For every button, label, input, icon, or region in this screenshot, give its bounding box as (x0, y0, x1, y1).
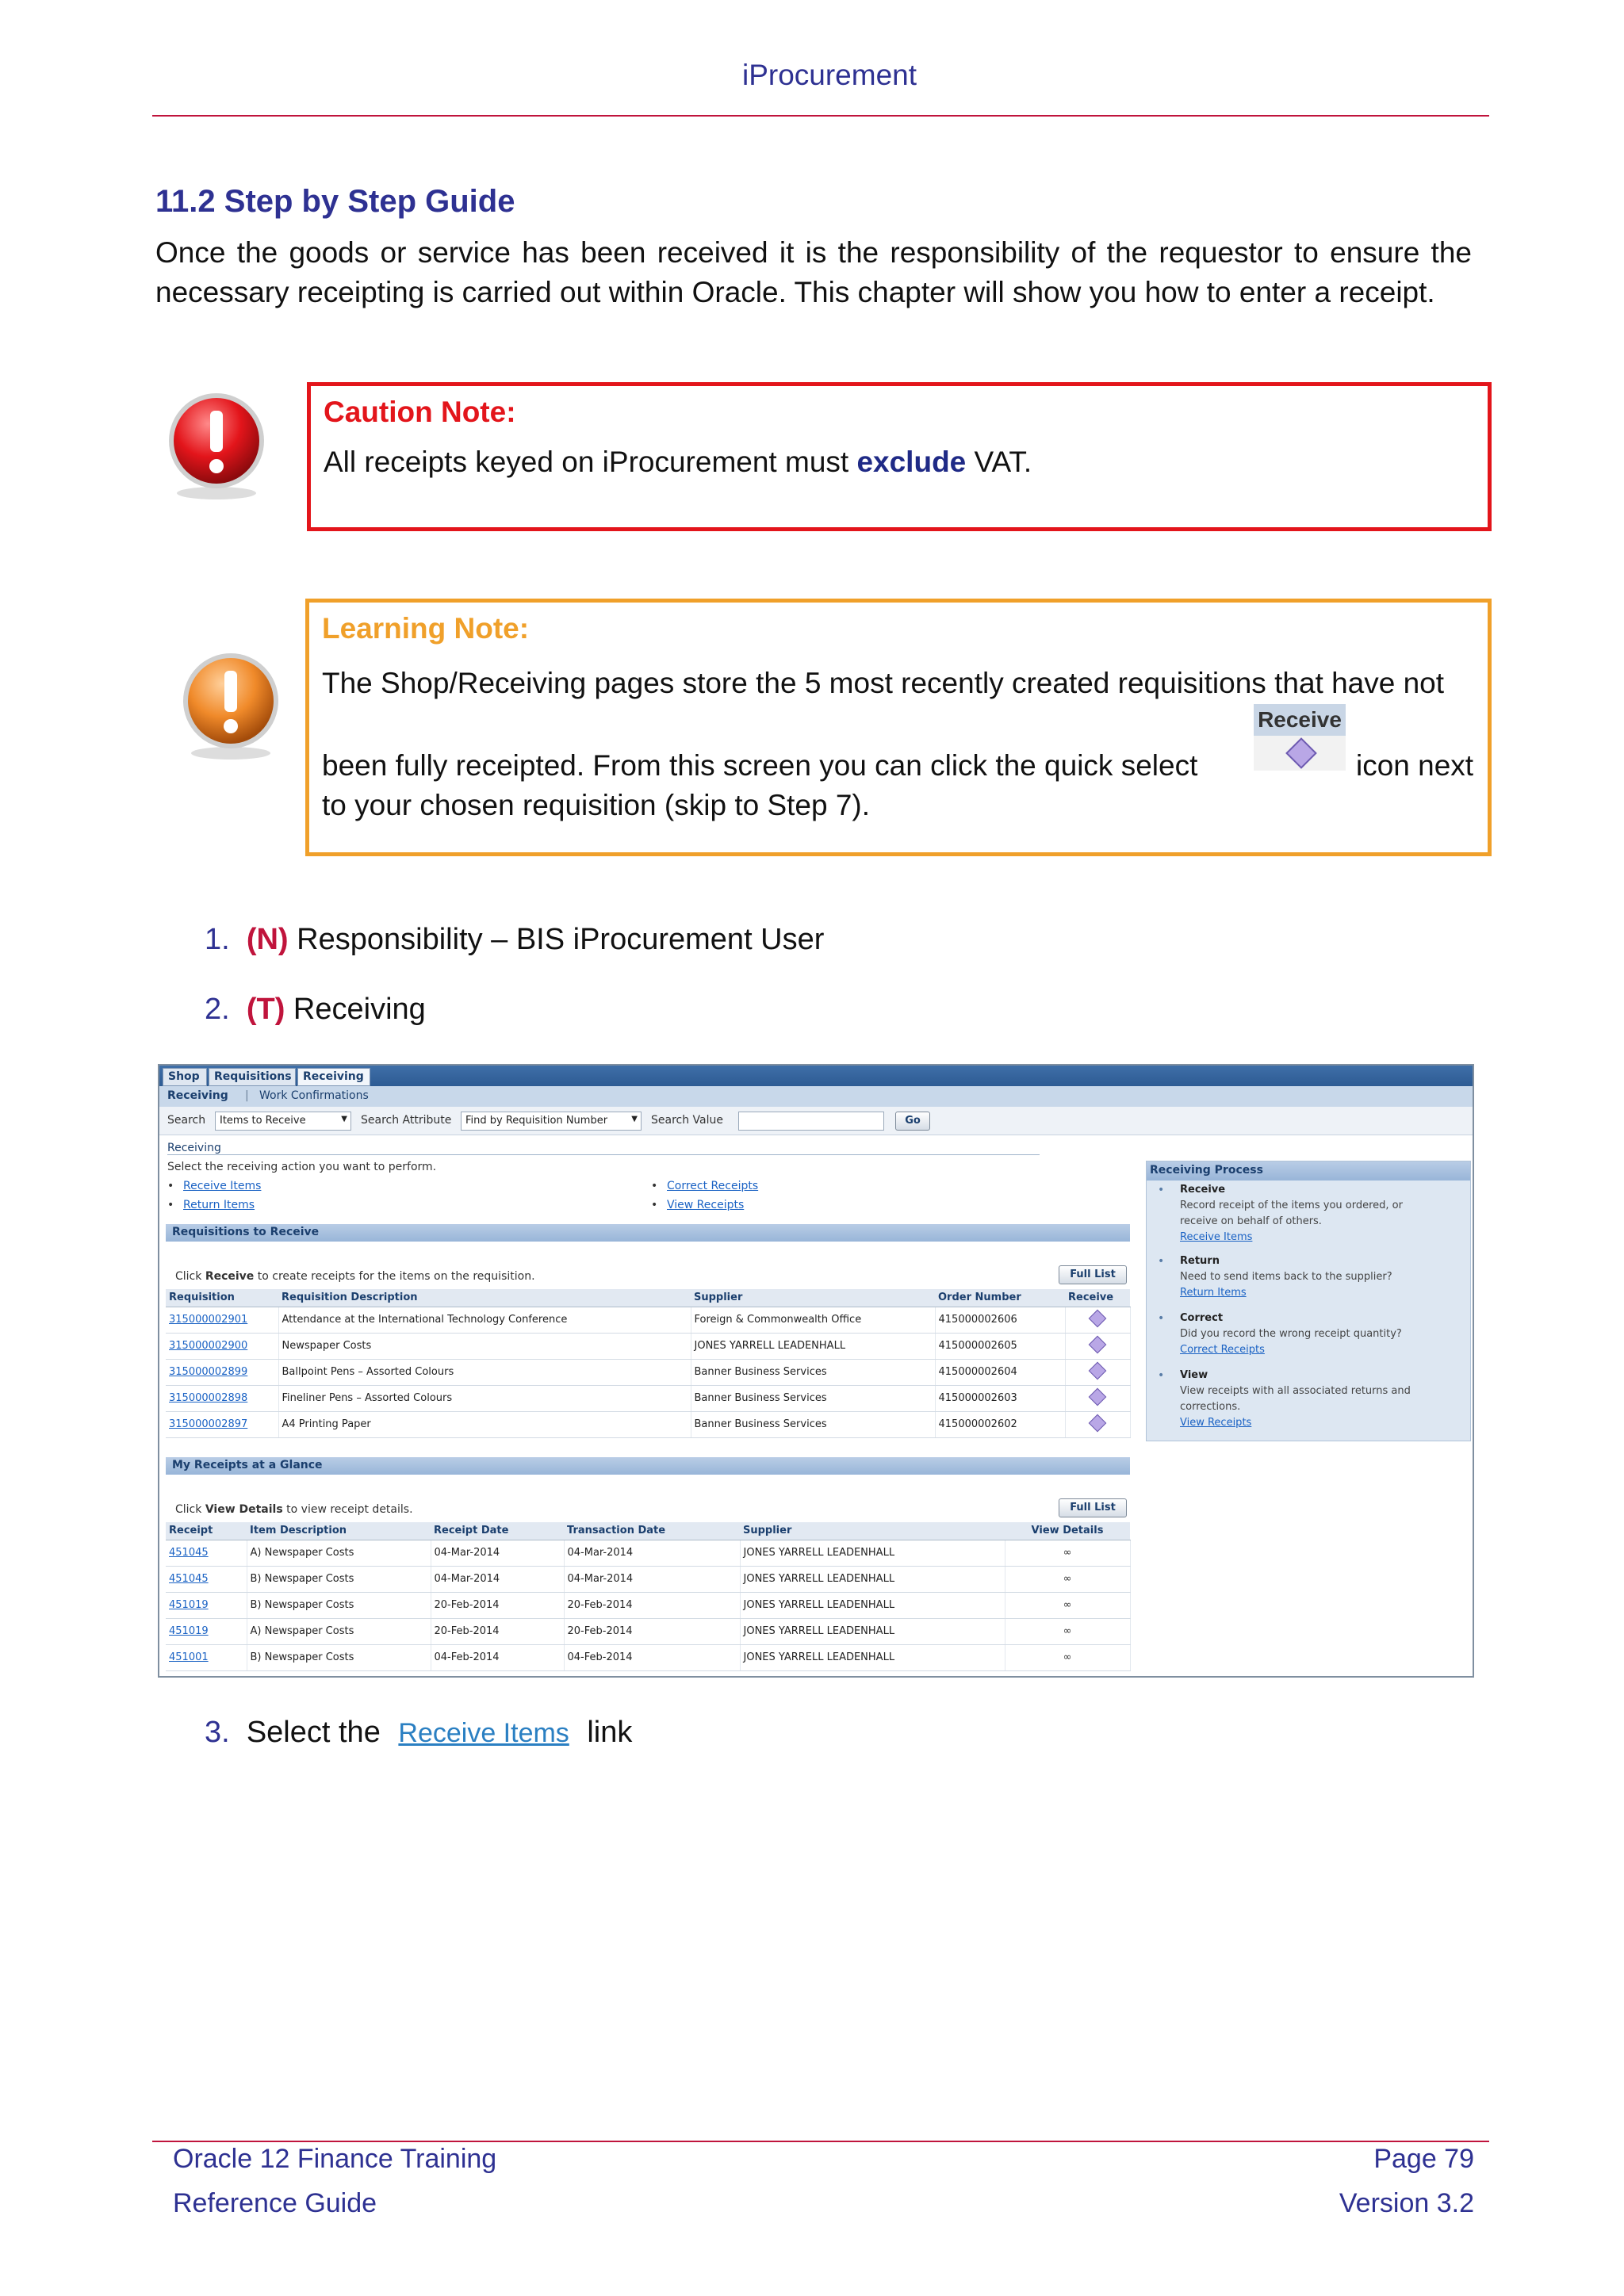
top-tab-bar (159, 1066, 1473, 1086)
requisition-link[interactable]: 315000002898 (169, 1392, 248, 1404)
footer-course-title: Oracle 12 Finance Training (173, 2144, 497, 2174)
transaction-date: 04-Feb-2014 (564, 1644, 740, 1670)
receive-icon[interactable] (1089, 1335, 1107, 1353)
requisitions-table (166, 1289, 1131, 1438)
item-description: B) Newspaper Costs (247, 1592, 431, 1618)
tab-receiving[interactable]: Receiving (297, 1068, 370, 1086)
footer-rule (152, 2141, 1489, 2142)
process-return-head: Return (1180, 1255, 1220, 1267)
receiving-process-panel (1146, 1161, 1471, 1441)
supplier: JONES YARRELL LEADENHALL (691, 1333, 935, 1359)
step-1: 1. (N) Responsibility – BIS iProcurement User (205, 923, 825, 956)
table-row (166, 1359, 1130, 1385)
dropdown-arrow-icon: ▼ (631, 1115, 638, 1123)
col-supplier: Supplier (740, 1522, 1005, 1540)
transaction-date: 04-Mar-2014 (564, 1566, 740, 1592)
receipts-table (166, 1522, 1131, 1671)
bullet-icon: • (1158, 1255, 1165, 1268)
process-receive-items-link[interactable]: Receive Items (1180, 1231, 1253, 1243)
footer-doc-type: Reference Guide (173, 2188, 377, 2218)
section-heading: 11.2 Step by Step Guide (155, 184, 515, 219)
footer-version: Version 3.2 (1339, 2188, 1474, 2218)
process-view-receipts-link[interactable]: View Receipts (1180, 1417, 1252, 1429)
learning-note-line2: been fully receipted. From this screen you can click the quick select (322, 749, 1198, 782)
view-details-icon[interactable]: ∞ (1063, 1599, 1072, 1611)
requisitions-to-receive-header: Requisitions to Receive (166, 1224, 1130, 1242)
requisition-link[interactable]: 315000002900 (169, 1340, 248, 1352)
sub-tab-bar (159, 1086, 1473, 1107)
receipt-date: 04-Mar-2014 (431, 1566, 564, 1592)
supplier: JONES YARRELL LEADENHALL (740, 1540, 1005, 1566)
receipt-link[interactable]: 451019 (169, 1599, 209, 1611)
process-receive-head: Receive (1180, 1184, 1226, 1196)
bullet-icon: • (1158, 1312, 1165, 1325)
view-details-icon[interactable]: ∞ (1063, 1573, 1072, 1585)
process-correct-desc1: Did you record the wrong receipt quantity? (1180, 1328, 1402, 1340)
process-receive-desc2: receive on behalf of others. (1180, 1215, 1322, 1227)
item-description: A) Newspaper Costs (247, 1618, 431, 1644)
receipts-instructions: Click View Details to view receipt details. (175, 1503, 413, 1516)
supplier: Foreign & Commonwealth Office (691, 1307, 935, 1333)
col-receipt: Receipt (166, 1522, 247, 1540)
col-requisition: Requisition (166, 1289, 278, 1307)
learning-note-line2-tail: icon next (1356, 749, 1474, 782)
col-transaction-date: Transaction Date (564, 1522, 740, 1540)
receipt-link[interactable]: 451019 (169, 1625, 209, 1637)
order-number: 415000002606 (935, 1307, 1065, 1333)
col-receipt-date: Receipt Date (431, 1522, 564, 1540)
receiving-section-title: Receiving (167, 1142, 1040, 1155)
tab-requisitions[interactable]: Requisitions (209, 1068, 296, 1086)
step-3: 3. Select the Receive Items link (205, 1716, 633, 1749)
requisition-description: Newspaper Costs (278, 1333, 691, 1359)
transaction-date: 20-Feb-2014 (564, 1592, 740, 1618)
order-number: 415000002602 (935, 1411, 1065, 1437)
table-row (166, 1411, 1130, 1437)
learning-warning-icon (179, 652, 282, 763)
supplier: Banner Business Services (691, 1411, 935, 1437)
requisition-link[interactable]: 315000002897 (169, 1418, 248, 1430)
receipt-date: 20-Feb-2014 (431, 1592, 564, 1618)
col-requisition-description: Requisition Description (278, 1289, 691, 1307)
header-rule (152, 115, 1489, 117)
process-receive-desc1: Record receipt of the items you ordered, or (1180, 1200, 1403, 1211)
col-receive: Receive (1065, 1289, 1130, 1307)
requisition-link[interactable]: 315000002901 (169, 1314, 248, 1326)
table-row (166, 1540, 1130, 1566)
table-row (166, 1333, 1130, 1359)
search-attribute-label: Search Attribute (361, 1114, 452, 1127)
process-return-desc1: Need to send items back to the supplier? (1180, 1271, 1392, 1283)
dropdown-arrow-icon: ▼ (341, 1115, 347, 1123)
supplier: JONES YARRELL LEADENHALL (740, 1644, 1005, 1670)
caution-note-box (307, 382, 1492, 531)
requisition-description: Attendance at the International Technology Conference (278, 1307, 691, 1333)
view-details-icon[interactable]: ∞ (1063, 1651, 1072, 1663)
process-return-items-link[interactable]: Return Items (1180, 1287, 1247, 1299)
supplier: JONES YARRELL LEADENHALL (740, 1618, 1005, 1644)
document-header-title: iProcurement (741, 59, 917, 91)
table-row (166, 1385, 1130, 1411)
learning-note-line1: The Shop/Receiving pages store the 5 most recently created requisitions that have not (322, 667, 1445, 699)
bullet-icon: • (1158, 1369, 1165, 1382)
receive-icon-label: Receive (1254, 704, 1346, 736)
process-correct-receipts-link[interactable]: Correct Receipts (1180, 1344, 1265, 1356)
tab-shop[interactable]: Shop (163, 1068, 207, 1086)
step-2: 2. (T) Receiving (205, 993, 426, 1026)
requisition-description: Fineliner Pens – Assorted Colours (278, 1385, 691, 1411)
search-type-select[interactable]: Items to Receive ▼ (215, 1112, 351, 1131)
supplier: JONES YARRELL LEADENHALL (740, 1592, 1005, 1618)
return-items-link[interactable]: Return Items (183, 1199, 255, 1211)
subtab-receiving[interactable]: Receiving (167, 1089, 228, 1102)
process-view-desc1: View receipts with all associated returns and (1180, 1385, 1411, 1397)
requisition-description: A4 Printing Paper (278, 1411, 691, 1437)
my-receipts-header: My Receipts at a Glance (166, 1457, 1130, 1475)
requisition-description: Ballpoint Pens – Assorted Colours (278, 1359, 691, 1385)
footer-page-number: Page 79 (1373, 2144, 1474, 2174)
table-row (166, 1592, 1130, 1618)
item-description: B) Newspaper Costs (247, 1644, 431, 1670)
bullet-icon: • (651, 1180, 658, 1192)
bullet-icon: • (167, 1199, 174, 1211)
receipt-link[interactable]: 451045 (169, 1547, 209, 1559)
receipt-date: 04-Mar-2014 (431, 1540, 564, 1566)
caution-note-text: All receipts keyed on iProcurement must exclude VAT. (324, 446, 1032, 478)
receive-icon[interactable] (1089, 1309, 1107, 1327)
process-correct-head: Correct (1180, 1312, 1224, 1324)
receive-quick-select-icon (1254, 704, 1346, 775)
correct-receipts-link[interactable]: Correct Receipts (667, 1180, 759, 1192)
bullet-icon: • (167, 1180, 174, 1192)
search-bar (159, 1107, 1473, 1135)
receive-icon[interactable] (1089, 1361, 1107, 1380)
learning-note-line3: to your chosen requisition (skip to Step 7). (322, 789, 871, 821)
view-receipts-link[interactable]: View Receipts (667, 1199, 745, 1211)
receipt-link[interactable]: 451045 (169, 1573, 209, 1585)
learning-note-box (305, 599, 1492, 856)
process-view-desc2: corrections. (1180, 1401, 1241, 1413)
view-details-icon[interactable]: ∞ (1063, 1547, 1072, 1559)
receive-items-link[interactable]: Receive Items (183, 1180, 262, 1192)
supplier: Banner Business Services (691, 1359, 935, 1385)
order-number: 415000002604 (935, 1359, 1065, 1385)
table-row (166, 1618, 1130, 1644)
table-row (166, 1566, 1130, 1592)
receipt-link[interactable]: 451001 (169, 1651, 209, 1663)
requisitions-instructions: Click Receive to create receipts for the items on the requisition. (175, 1270, 535, 1283)
view-details-icon[interactable]: ∞ (1063, 1625, 1072, 1637)
requisitions-full-list-button[interactable]: Full List (1059, 1265, 1127, 1284)
learning-note-title: Learning Note: (322, 612, 530, 645)
go-button[interactable]: Go (895, 1112, 930, 1131)
bullet-icon: • (651, 1199, 658, 1211)
col-view-details: View Details (1005, 1522, 1130, 1540)
order-number: 415000002603 (935, 1385, 1065, 1411)
intro-paragraph: Once the goods or service has been received it is the responsibility of the requestor to ensure the necessary receipting is carried out within Oracle. This chapter will show you how to enter a receipt. (155, 236, 1472, 308)
table-row (166, 1307, 1130, 1333)
requisition-link[interactable]: 315000002899 (169, 1366, 248, 1378)
caution-warning-icon (165, 392, 268, 503)
requisitions-header-row (166, 1289, 1130, 1307)
supplier: JONES YARRELL LEADENHALL (740, 1566, 1005, 1592)
search-attribute-select[interactable]: Find by Requisition Number ▼ (461, 1112, 642, 1131)
receive-icon[interactable] (1089, 1414, 1107, 1432)
table-row (166, 1644, 1130, 1670)
col-order-number: Order Number (935, 1289, 1065, 1307)
supplier: Banner Business Services (691, 1385, 935, 1411)
receiving-instructions: Select the receiving action you want to perform. (167, 1161, 437, 1173)
search-value-input[interactable] (738, 1112, 884, 1131)
transaction-date: 04-Mar-2014 (564, 1540, 740, 1566)
item-description: A) Newspaper Costs (247, 1540, 431, 1566)
col-item-description: Item Description (247, 1522, 431, 1540)
subtab-separator: | (245, 1089, 249, 1102)
order-number: 415000002605 (935, 1333, 1065, 1359)
receive-items-link-image[interactable]: Receive Items (398, 1718, 569, 1748)
item-description: B) Newspaper Costs (247, 1566, 431, 1592)
receive-icon[interactable] (1089, 1387, 1107, 1406)
receiving-page-screenshot (158, 1064, 1474, 1678)
receipts-header-row (166, 1522, 1130, 1540)
receipt-date: 04-Feb-2014 (431, 1644, 564, 1670)
process-view-head: View (1180, 1369, 1208, 1381)
bullet-icon: • (1158, 1184, 1165, 1196)
transaction-date: 20-Feb-2014 (564, 1618, 740, 1644)
subtab-work-confirmations[interactable]: Work Confirmations (259, 1089, 369, 1102)
receipts-full-list-button[interactable]: Full List (1059, 1498, 1127, 1517)
receipt-date: 20-Feb-2014 (431, 1618, 564, 1644)
search-label: Search (167, 1114, 206, 1127)
caution-note-title: Caution Note: (324, 396, 516, 428)
receiving-process-title: Receiving Process (1147, 1161, 1470, 1181)
search-value-label: Search Value (651, 1114, 723, 1127)
col-supplier: Supplier (691, 1289, 935, 1307)
